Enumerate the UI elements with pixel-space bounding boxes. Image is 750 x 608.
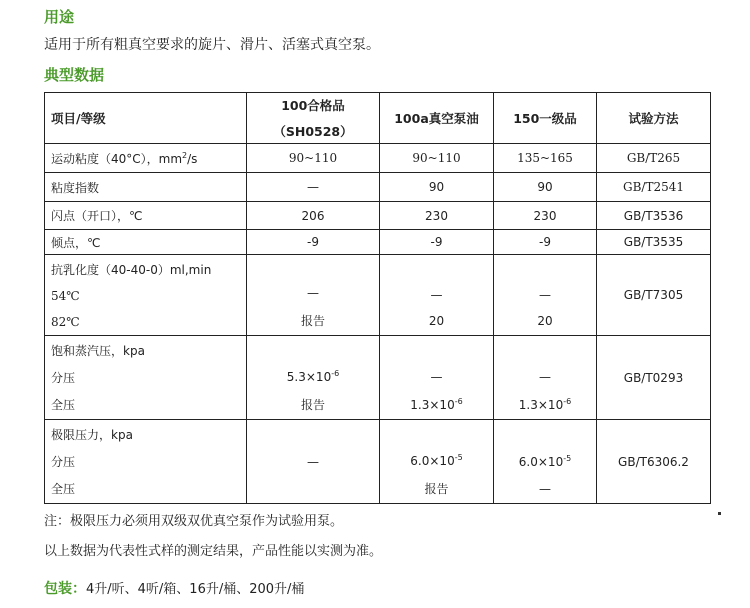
cell-method: GB/T3535 [597, 230, 711, 255]
cell-value: -9 [247, 230, 380, 255]
header-grade-100 [247, 93, 380, 144]
cell-value: 230 [494, 202, 597, 230]
ultimate-pressure-total: 全压 [51, 482, 76, 497]
cell-method: GB/T265 [597, 144, 711, 173]
cell-value-82: 报告 [300, 313, 325, 328]
header-item: 项目/等级 [45, 93, 247, 144]
table-row [45, 173, 711, 202]
cell-value-partial: — [430, 370, 443, 384]
header-grade-100a: 100a真空泵油 [380, 93, 494, 144]
cell-value-54: — [307, 286, 319, 301]
note-ultimate-pressure: 注：极限压力必须用双级双优真空泵作为试验用泵。 [44, 514, 344, 529]
table-row [45, 202, 711, 230]
cell-value: 90 [494, 173, 597, 202]
usage-text: 适用于所有粗真空要求的旋片、滑片、活塞式真空泵。 [44, 37, 380, 53]
cell-value-total: $1.3\times 10^{-6}$ [410, 397, 463, 412]
cell-method: GB/T3536 [597, 202, 711, 230]
cell-value: -9 [380, 230, 494, 255]
cell-value-partial: $5.3\times 10^{-6}$ [286, 368, 340, 384]
cell-value-82: 20 [537, 314, 553, 329]
header-test-method: 试验方法 [597, 93, 711, 144]
cell-value-54: — [430, 287, 443, 302]
table-row [45, 255, 711, 336]
typical-data-heading: 典型数据 [44, 66, 105, 84]
cell-value: 206 [247, 202, 380, 230]
packaging-label: 包装： [44, 581, 86, 597]
cell-value-partial: $6.0\times 10^{-5}$ [518, 454, 572, 469]
cell-value-total: — [539, 482, 551, 496]
cell-method: GB/T6306.2 [597, 420, 711, 504]
table-header-row [45, 93, 711, 144]
row-label-flash-point: 闪点（开口），℃ [45, 202, 247, 230]
packaging-text: 4升/听、4听/箱、16升/桶、200升/桶 [86, 582, 305, 597]
cell-value [494, 336, 597, 420]
table-row [45, 336, 711, 420]
row-label-viscosity [45, 144, 247, 173]
cell-value-partial: $6.0\times 10^{-5}$ [410, 452, 463, 468]
cell-method: GB/T2541 [597, 173, 711, 202]
table-row [45, 420, 711, 504]
usage-heading: 用途 [44, 8, 75, 26]
row-label-pour-point: 倾点，℃ [45, 230, 247, 255]
cell-value-total: 报告 [424, 481, 449, 496]
vapor-pressure-label: 饱和蒸汽压，kpa [51, 343, 145, 358]
cell-value [380, 336, 494, 420]
packaging-line [44, 578, 304, 598]
viscosity-label-text: 运动粘度（40°C），mm [51, 151, 183, 166]
cell-value [247, 255, 380, 336]
cell-value: — [247, 173, 380, 202]
header-grade-100-label: 100合格品 [281, 98, 345, 113]
cell-value-total: $1.3\times 10^{-6}$ [518, 397, 572, 412]
cell-value-54: — [539, 287, 551, 302]
cell-value: 230 [380, 202, 494, 230]
cell-value: 90 [380, 173, 494, 202]
demulsibility-label: 抗乳化度（40-40-0）ml,min [51, 263, 212, 278]
demulsibility-sub-54: 54℃ [51, 289, 80, 304]
cell-value: — [247, 420, 380, 504]
spec-table [44, 92, 711, 504]
note-representative-data: 以上数据为代表性式样的测定结果，产品性能以实测为准。 [44, 544, 383, 559]
decorative-dot [718, 512, 721, 515]
viscosity-label-unit: /s [187, 151, 198, 166]
cell-value: 90~110 [380, 144, 494, 173]
cell-value-partial: — [539, 370, 551, 384]
cell-value [380, 420, 494, 504]
cell-value [380, 255, 494, 336]
cell-value: 135~165 [494, 144, 597, 173]
viscosity-label-sup: 2 [182, 150, 188, 160]
cell-value: 90~110 [247, 144, 380, 173]
cell-value [247, 336, 380, 420]
cell-value [494, 255, 597, 336]
ultimate-pressure-partial: 分压 [51, 454, 76, 469]
table-row [45, 230, 711, 255]
cell-value-82: 20 [428, 314, 445, 329]
row-label-ultimate-pressure [45, 420, 247, 504]
demulsibility-sub-82: 82℃ [51, 314, 80, 329]
cell-method: GB/T0293 [597, 336, 711, 420]
row-label-vapor-pressure [45, 336, 247, 420]
header-grade-150: 150一级品 [494, 93, 597, 144]
cell-method: GB/T7305 [597, 255, 711, 336]
header-grade-100-standard: （SH0528） [273, 124, 353, 139]
cell-value [494, 420, 597, 504]
vapor-pressure-total: 全压 [51, 398, 76, 413]
ultimate-pressure-label: 极限压力，kpa [51, 427, 133, 442]
row-label-viscosity-index: 粘度指数 [45, 173, 247, 202]
cell-value: -9 [494, 230, 597, 255]
cell-value-total: 报告 [300, 397, 325, 412]
table-row [45, 144, 711, 173]
vapor-pressure-partial: 分压 [51, 370, 76, 385]
row-label-demulsibility [45, 255, 247, 336]
